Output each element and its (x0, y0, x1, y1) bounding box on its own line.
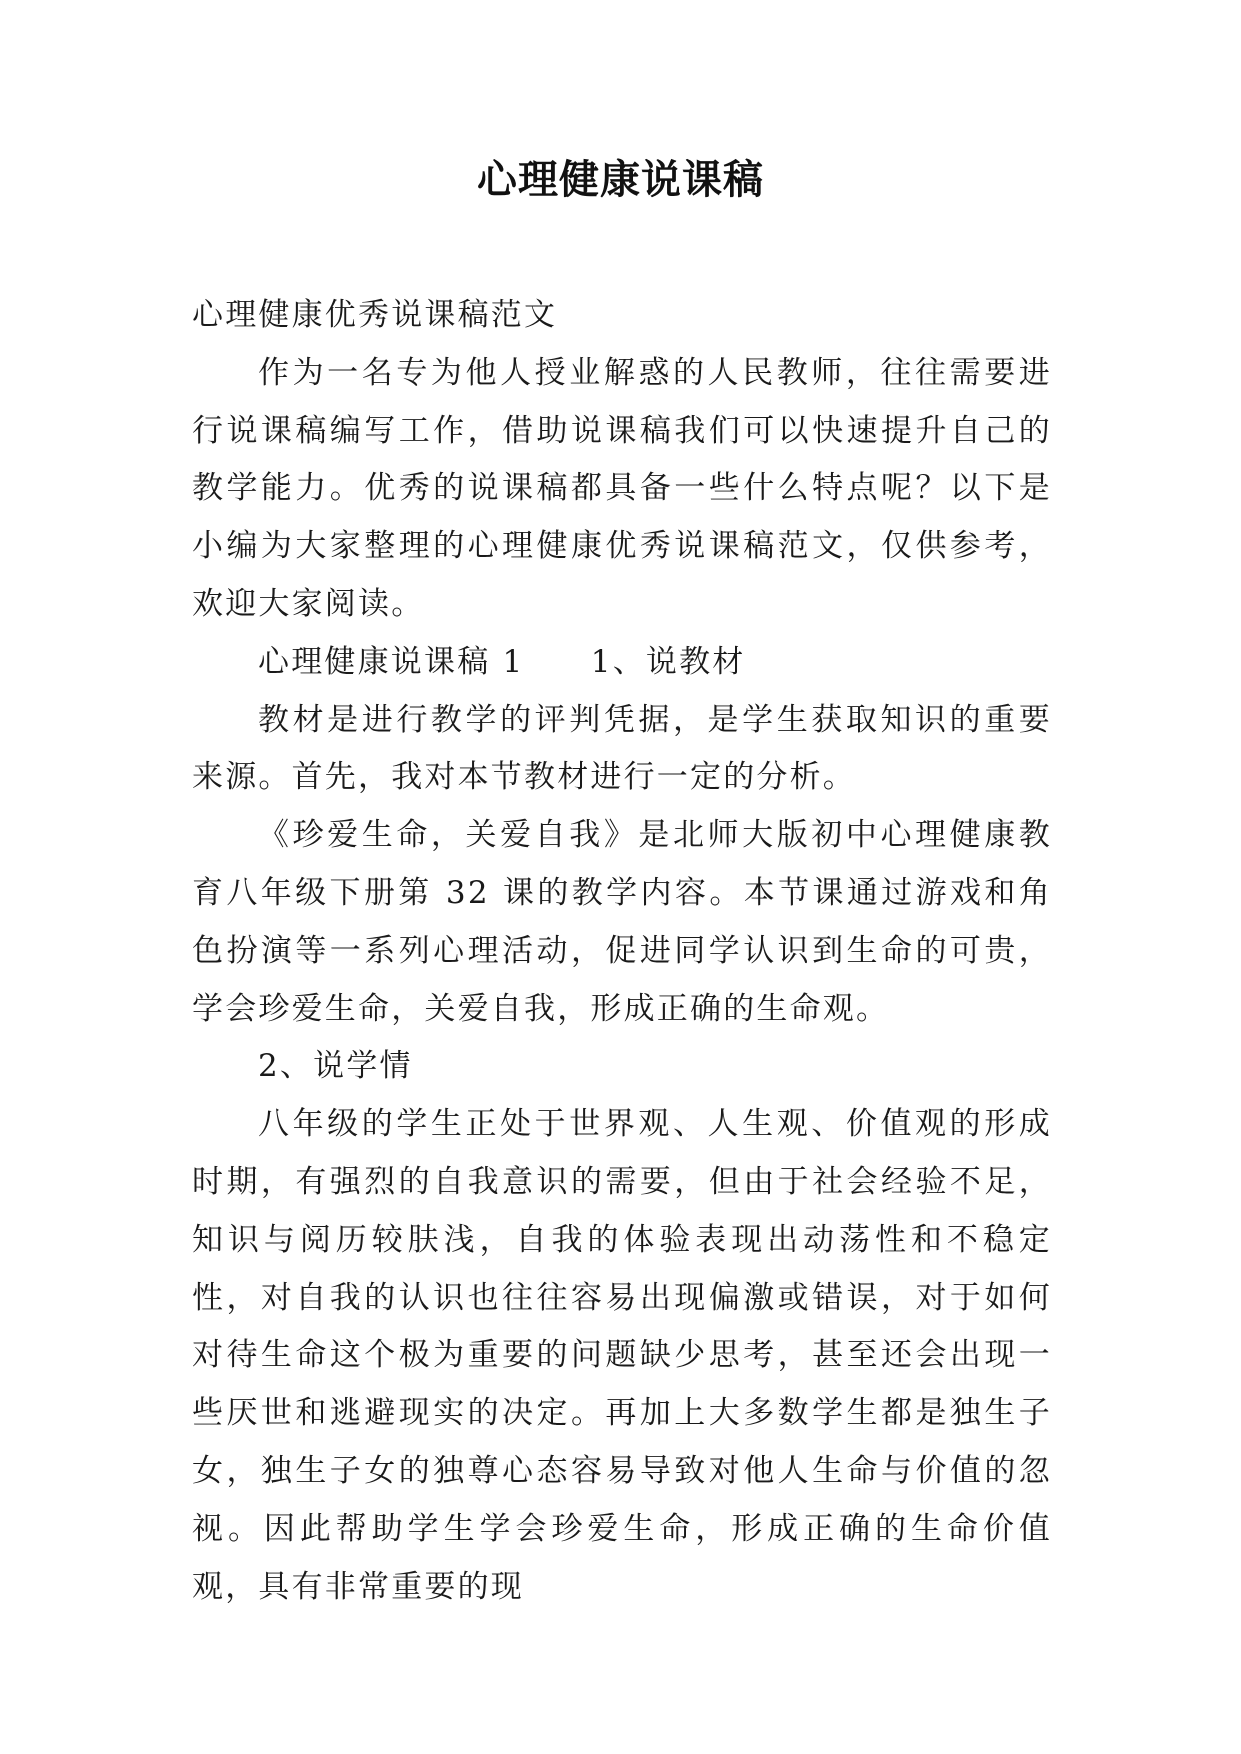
paragraph-section-heading-2: 2、说学情 (258, 1048, 413, 1085)
paragraph-textbook: 教材是进行教学的评判凭据，是学生获取知识的重要来源。首先，我对本节教材进行一定的分析。 (192, 701, 1052, 796)
document-body (192, 287, 1052, 1616)
paragraph-lesson-content: 《珍爱生命，关爱自我》是北师大版初中心理健康教育八年级下册第 32 课的教学内容。本节课通过游戏和角色扮演等一系列心理活动，促进同学认识到生命的可贵，学会珍爱生命，关爱自我，形成正确的生命观。 (192, 817, 1052, 1027)
paragraph-intro: 作为一名专为他人授业解惑的人民教师，往往需要进行说课稿编写工作，借助说课稿我们可以快速提升自己的教学能力。优秀的说课稿都具备一些什么特点呢？以下是小编为大家整理的心理健康优秀说课稿范文，仅供参考，欢迎大家阅读。 (192, 354, 1052, 622)
paragraph-subtitle: 心理健康优秀说课稿范文 (192, 297, 558, 333)
paragraph-student-analysis: 八年级的学生正处于世界观、人生观、价值观的形成时期，有强烈的自我意识的需要，但由于社会经验不足，知识与阅历较肤浅，自我的体验表现出动荡性和不稳定性，对自我的认识也往往容易出现偏激或错误，对于如何对待生命这个极为重要的问题缺少思考，甚至还会出现一些厌世和逃避现实的决定。再加上大多数学生都是独生子女，独生子女的独尊心态容易导致对他人生命与价值的忽视。因此帮助学生学会珍爱生命，形成正确的生命价值观，具有非常重要的现 (192, 1106, 1052, 1605)
document-title: 心理健康说课稿 (477, 157, 764, 203)
paragraph-section-heading: 心理健康说课稿 1 1、说教材 (258, 643, 746, 680)
